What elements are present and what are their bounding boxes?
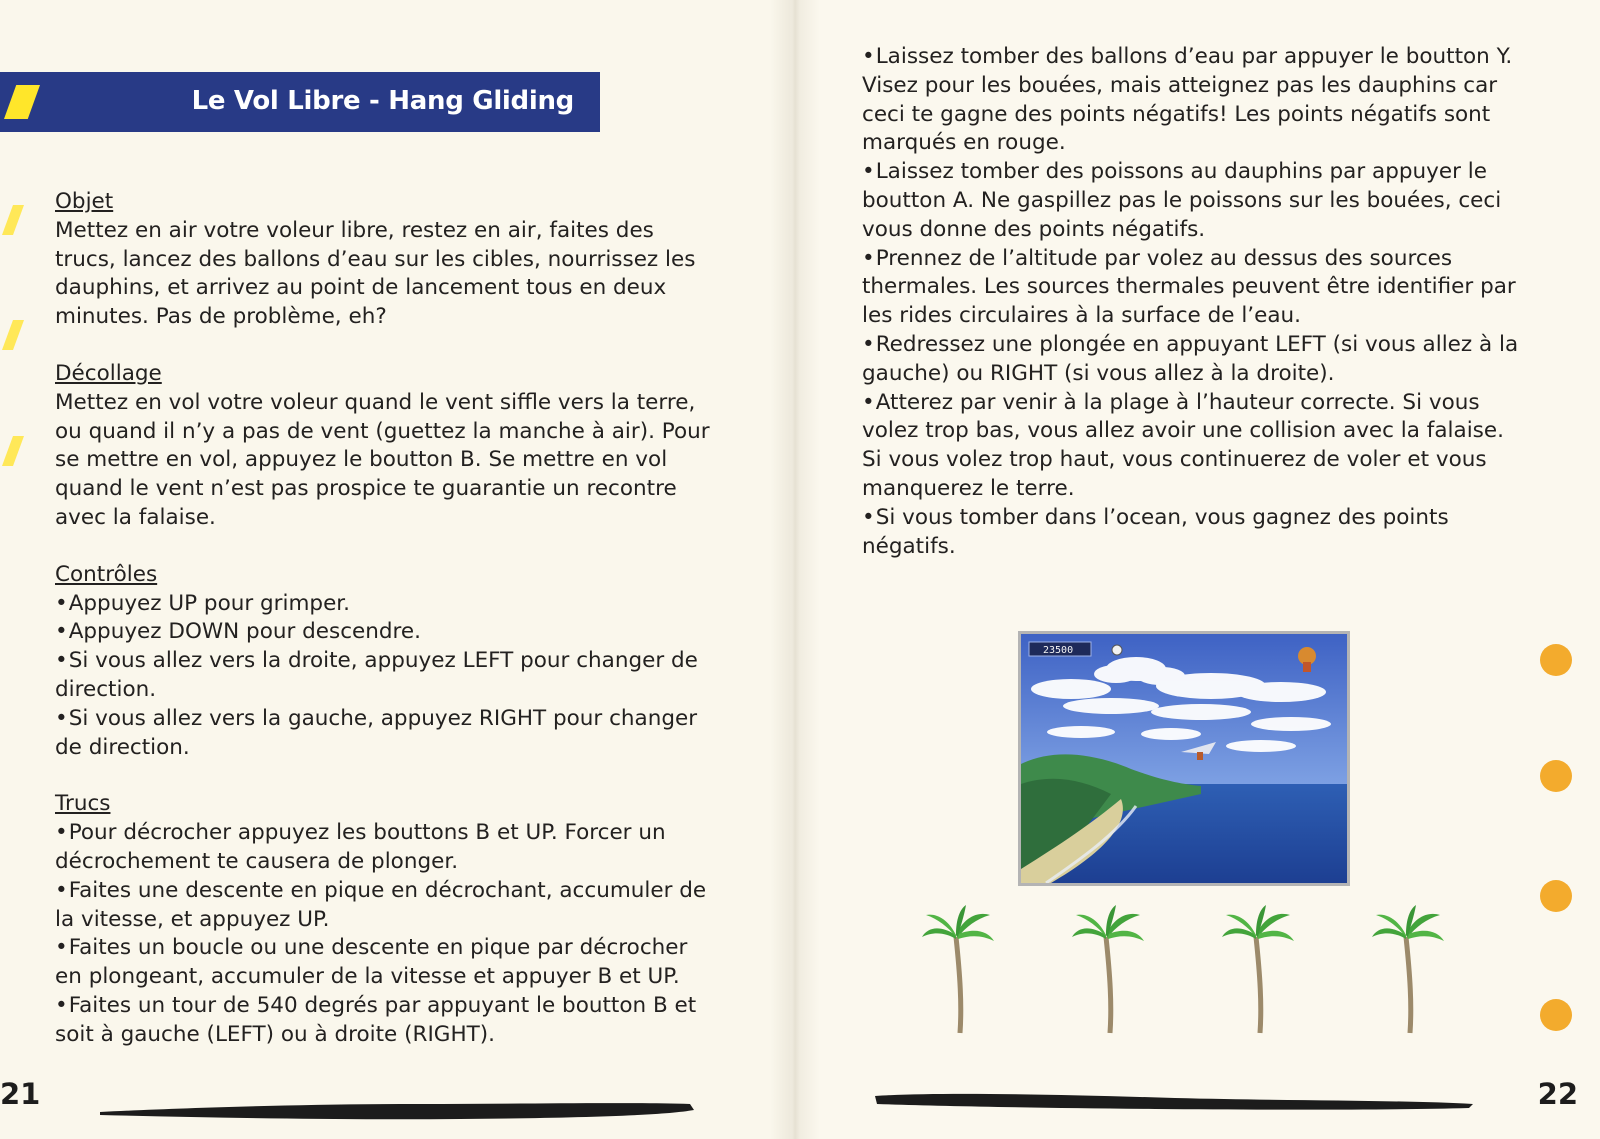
orange-dot-marker xyxy=(1540,760,1572,792)
section-paragraph: Mettez en vol votre voleur quand le vent siffle vers la terre, ou quand il n’y a pas de vent (guettez la manche à air). Pour se mettre en vol, appuyez le boutton B. Se mettre en vol quand le vent n’est pas prospice te guarantie un recontre avec la falaise. xyxy=(55,389,710,530)
page-title: Le Vol Libre - Hang Gliding xyxy=(191,86,574,116)
section-paragraph: Mettez en air votre voleur libre, restez en air, faites des trucs, lancez des ballons d’eau sur les cibles, nourrissez les dauphins, et arrivez au point de lancement tous en deux minutes. Pas de problème, eh? xyxy=(55,217,696,330)
bullet-item: • Faites une descente en pique en décrochant, accumuler de la vitesse, et appuyez UP. xyxy=(55,877,715,935)
section-objet xyxy=(55,188,715,332)
page-number: 21 xyxy=(0,1077,41,1111)
left-page xyxy=(0,0,790,1139)
bullet-item: • Si vous allez vers la gauche, appuyez RIGHT pour changer de direction. xyxy=(55,705,715,763)
bullet-item: • Si vous tomber dans l’ocean, vous gagnez des points négatifs. xyxy=(862,504,1522,562)
palm-trees xyxy=(920,905,1460,1035)
palm-tree-icon xyxy=(1222,905,1294,1033)
bullet-item: • Faites un boucle ou une descente en pique par décrocher en plongeant, accumuler de la vitesse et appuyer B et UP. xyxy=(55,934,715,992)
orange-dot-marker xyxy=(1540,880,1572,912)
page-number: 22 xyxy=(1537,1077,1578,1111)
left-text-column xyxy=(55,188,715,1078)
game-screenshot xyxy=(1018,631,1350,886)
palm-tree-icon xyxy=(922,905,994,1033)
section-heading: Contrôles xyxy=(55,561,158,587)
section-header-bar xyxy=(0,72,600,132)
palm-tree-icon xyxy=(1072,905,1144,1033)
yellow-flag-icon xyxy=(4,85,40,119)
orange-dot-marker xyxy=(1540,999,1572,1031)
bullet-item: • Redressez une plongée en appuyant LEFT (si vous allez à la gauche) ou RIGHT (si vous allez à la droite). xyxy=(862,331,1522,389)
section-trucs xyxy=(55,790,715,1049)
section-controles xyxy=(55,561,715,763)
right-text-column xyxy=(862,43,1522,561)
bullet-item: • Si vous allez vers la droite, appuyez LEFT pour changer de direction. xyxy=(55,647,715,705)
yellow-flag-marker-3 xyxy=(2,436,24,466)
section-heading: Décollage xyxy=(55,360,162,386)
bullet-item: • Faites un tour de 540 degrés par appuyant le boutton B et soit à gauche (LEFT) ou à droite (RIGHT). xyxy=(55,992,715,1050)
bullet-item: • Pour décrocher appuyez les bouttons B et UP. Forcer un décrochement te causera de plonger. xyxy=(55,819,715,877)
brush-stroke-divider xyxy=(100,1098,695,1124)
orange-dot-marker xyxy=(1540,644,1572,676)
bullet-item: • Atterez par venir à la plage à l’hauteur correcte. Si vous volez trop bas, vous allez avoir une collision avec la falaise. Si vous volez trop haut, vous continuerez de voler et vous manquerez le terre. xyxy=(862,389,1522,504)
section-heading: Trucs xyxy=(55,791,111,817)
palm-tree-icon xyxy=(1372,905,1444,1033)
bullet-item: • Appuyez DOWN pour descendre. xyxy=(55,618,715,647)
section-heading: Objet xyxy=(55,189,114,214)
bullet-item: • Laissez tomber des poissons au dauphins par appuyer le boutton A. Ne gaspillez pas le poissons sur les bouées, ceci vous donne des points négatifs. xyxy=(862,158,1522,244)
section-decollage xyxy=(55,360,715,533)
brush-stroke-divider xyxy=(875,1088,1475,1114)
yellow-flag-marker-2 xyxy=(2,320,24,350)
bullet-item: • Laissez tomber des ballons d’eau par appuyer le boutton Y. Visez pour les bouées, mais atteignez pas les dauphins car ceci te gagne des points négatifs! Les points négatifs sont marqués en rouge. xyxy=(862,43,1522,158)
bullet-item: • Appuyez UP pour grimper. xyxy=(55,590,715,619)
book-gutter xyxy=(770,0,820,1139)
yellow-flag-marker-1 xyxy=(2,205,24,235)
score-readout: 23500 xyxy=(1043,645,1074,656)
bullet-item: • Prennez de l’altitude par volez au dessus des sources thermales. Les sources thermales peuvent être identifier par les rides circulaires à la surface de l’eau. xyxy=(862,245,1522,331)
